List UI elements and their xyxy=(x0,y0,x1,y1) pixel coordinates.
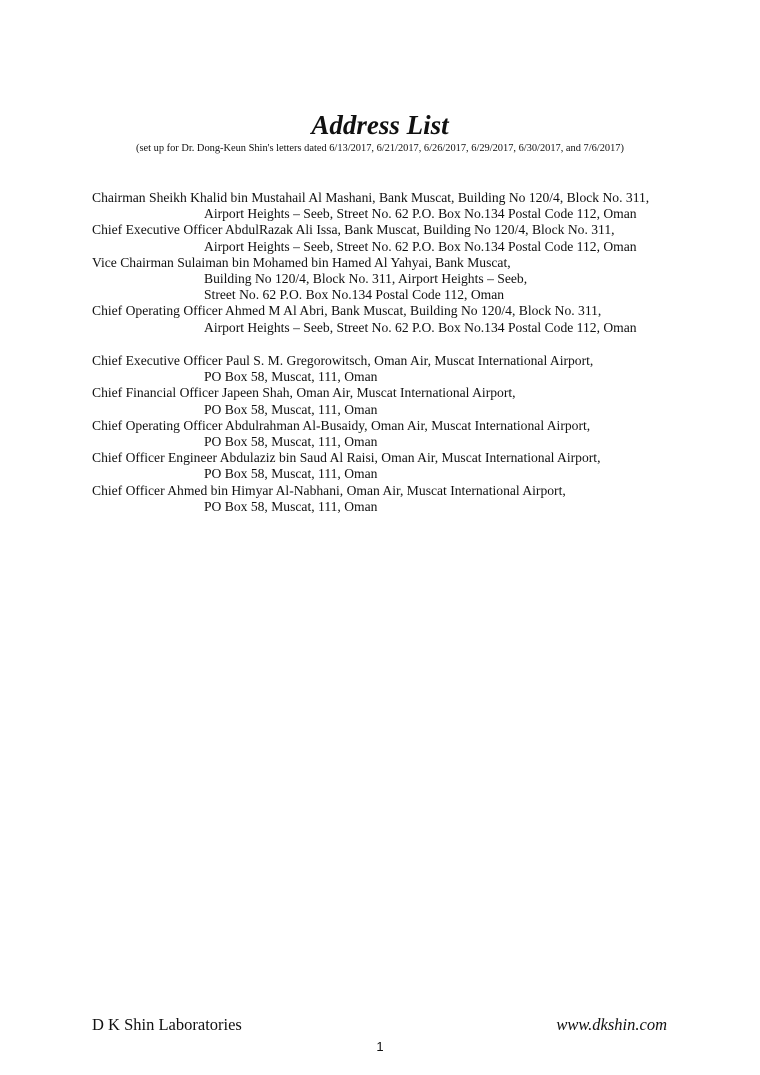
address-entry xyxy=(92,222,692,254)
address-line: PO Box 58, Muscat, 111, Oman xyxy=(204,401,378,417)
address-entry xyxy=(92,303,692,335)
page-number: 1 xyxy=(376,1039,384,1054)
address-entry xyxy=(92,353,692,385)
address-entry xyxy=(92,190,692,222)
address-entry xyxy=(92,255,692,304)
page-subtitle: (set up for Dr. Dong-Keun Shin's letters dated 6/13/2017, 6/21/2017, 6/26/2017, 6/29/2017, 6/30/2017, and 7/6/2017) xyxy=(136,143,624,154)
address-line: Chief Officer Engineer Abdulaziz bin Saud Al Raisi, Oman Air, Muscat International Airport, xyxy=(92,450,601,466)
address-line: PO Box 58, Muscat, 111, Oman xyxy=(204,498,378,514)
footer-website: www.dkshin.com xyxy=(556,1015,667,1034)
address-line: PO Box 58, Muscat, 111, Oman xyxy=(204,369,378,385)
address-line: Vice Chairman Sulaiman bin Mohamed bin Hamed Al Yahyai, Bank Muscat, xyxy=(92,254,511,270)
address-line: Chief Operating Officer Ahmed M Al Abri, Bank Muscat, Building No 120/4, Block No. 311, xyxy=(92,303,602,319)
address-line: Airport Heights – Seeb, Street No. 62 P.O. Box No.134 Postal Code 112, Oman xyxy=(204,319,637,335)
address-line: Airport Heights – Seeb, Street No. 62 P.O. Box No.134 Postal Code 112, Oman xyxy=(204,238,637,254)
oman-air-address-group xyxy=(92,353,692,515)
address-line: Chief Executive Officer AbdulRazak Ali Issa, Bank Muscat, Building No 120/4, Block No. 311, xyxy=(92,222,615,238)
footer-organization: D K Shin Laboratories xyxy=(92,1015,242,1034)
address-line: Chairman Sheikh Khalid bin Mustahail Al Mashani, Bank Muscat, Building No 120/4, Block No. 311, xyxy=(92,190,650,205)
bank-muscat-address-group xyxy=(92,190,692,336)
page-title: Address List xyxy=(311,110,449,140)
address-line: PO Box 58, Muscat, 111, Oman xyxy=(204,466,378,482)
address-line: Building No 120/4, Block No. 311, Airport Heights – Seeb, xyxy=(204,271,528,287)
address-entry xyxy=(92,483,692,515)
address-line: Chief Executive Officer Paul S. M. Gregorowitsch, Oman Air, Muscat International Airport, xyxy=(92,353,594,368)
address-line: Street No. 62 P.O. Box No.134 Postal Code 112, Oman xyxy=(204,287,505,303)
address-entry xyxy=(92,450,692,482)
address-entry xyxy=(92,418,692,450)
address-line: Chief Financial Officer Japeen Shah, Oman Air, Muscat International Airport, xyxy=(92,385,516,401)
address-line: PO Box 58, Muscat, 111, Oman xyxy=(204,434,378,450)
address-line: Airport Heights – Seeb, Street No. 62 P.O. Box No.134 Postal Code 112, Oman xyxy=(204,206,637,222)
address-line: Chief Operating Officer Abdulrahman Al-Busaidy, Oman Air, Muscat International Airport, xyxy=(92,417,591,433)
address-line: Chief Officer Ahmed bin Himyar Al-Nabhani, Oman Air, Muscat International Airport, xyxy=(92,482,566,498)
address-entry xyxy=(92,385,692,417)
